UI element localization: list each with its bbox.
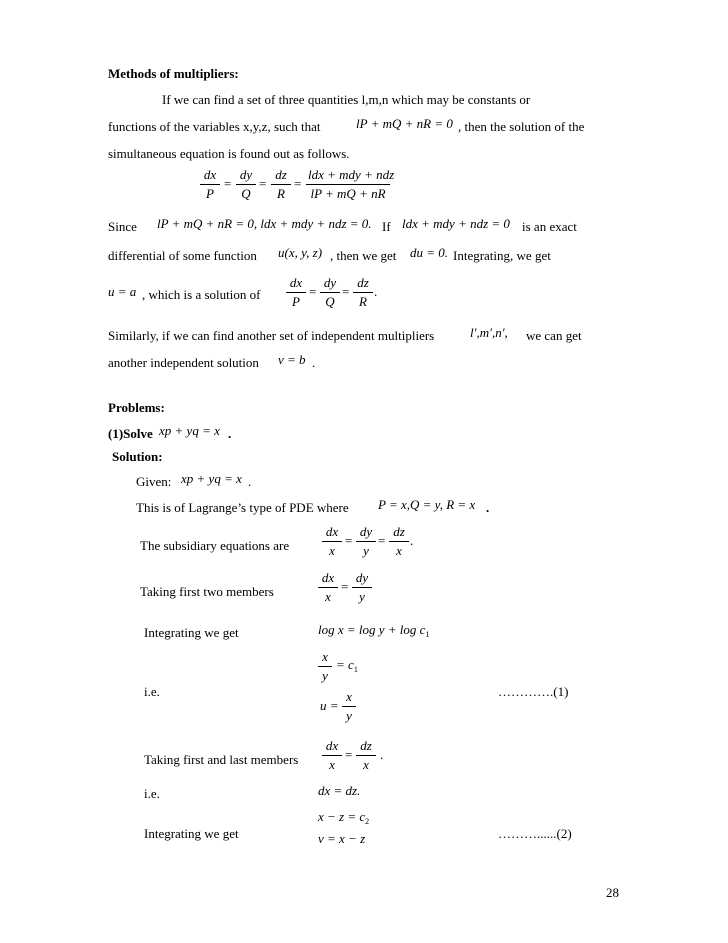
denominator: R — [277, 186, 285, 201]
denominator: Q — [325, 294, 335, 309]
math-inline: l′,m′,n′, — [470, 325, 508, 340]
denominator: x — [329, 757, 335, 772]
fraction — [200, 167, 220, 202]
numerator: ldx + mdy + ndz — [306, 167, 390, 185]
fraction — [342, 689, 356, 724]
period: . — [374, 284, 378, 299]
paragraph-line: Integrating, we get — [453, 248, 551, 263]
period: . — [486, 500, 490, 515]
math-inline: = $c_1$ — [336, 657, 358, 674]
denominator: P — [206, 186, 214, 201]
fraction — [389, 524, 409, 559]
math-text: u — [320, 698, 327, 713]
numerator: dz — [353, 275, 373, 293]
equals-sign: = — [345, 533, 353, 548]
equals-sign: = — [341, 579, 349, 594]
denominator: y — [346, 708, 352, 723]
text-tail: is an exact — [522, 219, 577, 234]
math-inline: lP + mQ + nR = 0, ldx + mdy + ndz = 0. — [157, 216, 372, 231]
step-label: i.e. — [144, 684, 160, 699]
math-text: x − z = c — [318, 809, 366, 824]
paragraph-line: This is of Lagrange’s type of PDE where — [136, 500, 349, 515]
equals-sign: = — [259, 176, 267, 191]
denominator: x — [363, 757, 369, 772]
numerator: dz — [389, 524, 409, 542]
numerator: dx — [200, 167, 220, 185]
denominator: Q — [241, 186, 251, 201]
fraction — [322, 524, 342, 559]
paragraph-line: , then the solution of the — [458, 119, 585, 134]
section-heading-methods: Methods of multipliers: — [108, 66, 239, 81]
denominator: y — [363, 543, 369, 558]
problem-label: (1)Solve — [108, 426, 153, 441]
paragraph-line: . — [312, 355, 316, 370]
math-inline: ldx + mdy + ndz = 0 — [402, 216, 510, 231]
equation-reference: ………….(1) — [498, 684, 569, 699]
equals-sign: = — [345, 747, 353, 762]
math-inline: u = a — [108, 284, 137, 299]
denominator: P — [292, 294, 300, 309]
step-label: Integrating we get — [144, 826, 239, 841]
step-label: The subsidiary equations are — [140, 538, 290, 553]
numerator: dz — [356, 738, 376, 756]
step-label: Taking first and last members — [144, 752, 299, 767]
paragraph-line: , which is a solution of — [142, 287, 261, 302]
paragraph-line: , then we get — [330, 248, 397, 263]
section-heading-solution: Solution: — [112, 449, 163, 464]
math-inline: du = 0. — [410, 245, 449, 260]
subscript: 2 — [365, 817, 370, 826]
section-heading-problems: Problems: — [108, 400, 165, 415]
paragraph-line: another independent solution — [108, 355, 259, 370]
paragraph-line: simultaneous equation is found out as follows. — [108, 146, 350, 161]
denominator: x — [329, 543, 335, 558]
denominator: R — [359, 294, 367, 309]
subscript: 1 — [425, 630, 430, 639]
page-number: 28 — [606, 885, 619, 900]
math-inline: dx = dz. — [318, 783, 361, 798]
denominator: x — [325, 589, 331, 604]
denominator: y — [359, 589, 365, 604]
numerator: dy — [320, 275, 340, 293]
fraction — [322, 738, 342, 773]
math-inline — [318, 809, 369, 826]
fraction — [320, 275, 340, 310]
fraction — [353, 275, 373, 310]
math-inline: u(x, y, z) — [278, 245, 323, 260]
numerator: x — [342, 689, 356, 707]
subscript: 1 — [353, 665, 358, 674]
numerator: dy — [236, 167, 256, 185]
math-inline: lP + mQ + nR = 0 — [356, 116, 453, 131]
paragraph-line: functions of the variables x,y,z, such that — [108, 119, 321, 134]
fraction — [286, 275, 306, 310]
period: . — [228, 426, 232, 441]
fraction — [271, 167, 291, 202]
numerator: x — [318, 649, 332, 667]
equals-sign: = — [224, 176, 232, 191]
numerator: dx — [322, 738, 342, 756]
step-label: Integrating we get — [144, 625, 239, 640]
period: . — [248, 474, 252, 489]
text-if: If — [382, 219, 391, 234]
fraction — [306, 167, 395, 202]
denominator: y — [322, 668, 328, 683]
fraction — [356, 738, 376, 773]
fraction — [318, 570, 338, 605]
math-inline: xp + yq = x — [159, 423, 220, 438]
equals-sign: = — [294, 176, 302, 191]
numerator: dy — [352, 570, 372, 588]
fraction — [352, 570, 372, 605]
math-text: dx = dz — [318, 783, 358, 798]
text-since: Since — [108, 219, 137, 234]
math-inline: P = x,Q = y, R = x — [378, 497, 476, 512]
math-text: c — [348, 657, 354, 672]
numerator: dx — [286, 275, 306, 293]
math-inline: v = x − z — [318, 831, 366, 846]
math-inline: u = — [320, 698, 339, 713]
equals-sign: = — [378, 533, 386, 548]
period: . — [410, 533, 414, 548]
numerator: dx — [322, 524, 342, 542]
fraction — [318, 649, 332, 684]
given-label: Given: — [136, 474, 172, 489]
paragraph-line: Similarly, if we can find another set of independent multipliers — [108, 328, 435, 343]
fraction — [236, 167, 256, 202]
math-inline: v = b — [278, 352, 306, 367]
step-label: i.e. — [144, 786, 160, 801]
math-inline — [318, 622, 429, 639]
fraction — [356, 524, 376, 559]
numerator: dx — [318, 570, 338, 588]
period: . — [380, 747, 384, 762]
math-inline: xp + yq = x — [181, 471, 242, 486]
denominator: lP + mQ + nR — [310, 186, 386, 201]
step-label: Taking first two members — [140, 584, 274, 599]
paragraph-line: If we can find a set of three quantities l,m,n which may be constants or — [162, 92, 531, 107]
paragraph-line: differential of some function — [108, 248, 257, 263]
math-text: log x = log y + log c — [318, 622, 426, 637]
equation-reference: ………......(2) — [498, 826, 572, 841]
equals-sign: = — [342, 284, 350, 299]
numerator: dy — [356, 524, 376, 542]
paragraph-line: we can get — [526, 328, 582, 343]
denominator: x — [396, 543, 402, 558]
numerator: dz — [271, 167, 291, 185]
equals-sign: = — [309, 284, 317, 299]
